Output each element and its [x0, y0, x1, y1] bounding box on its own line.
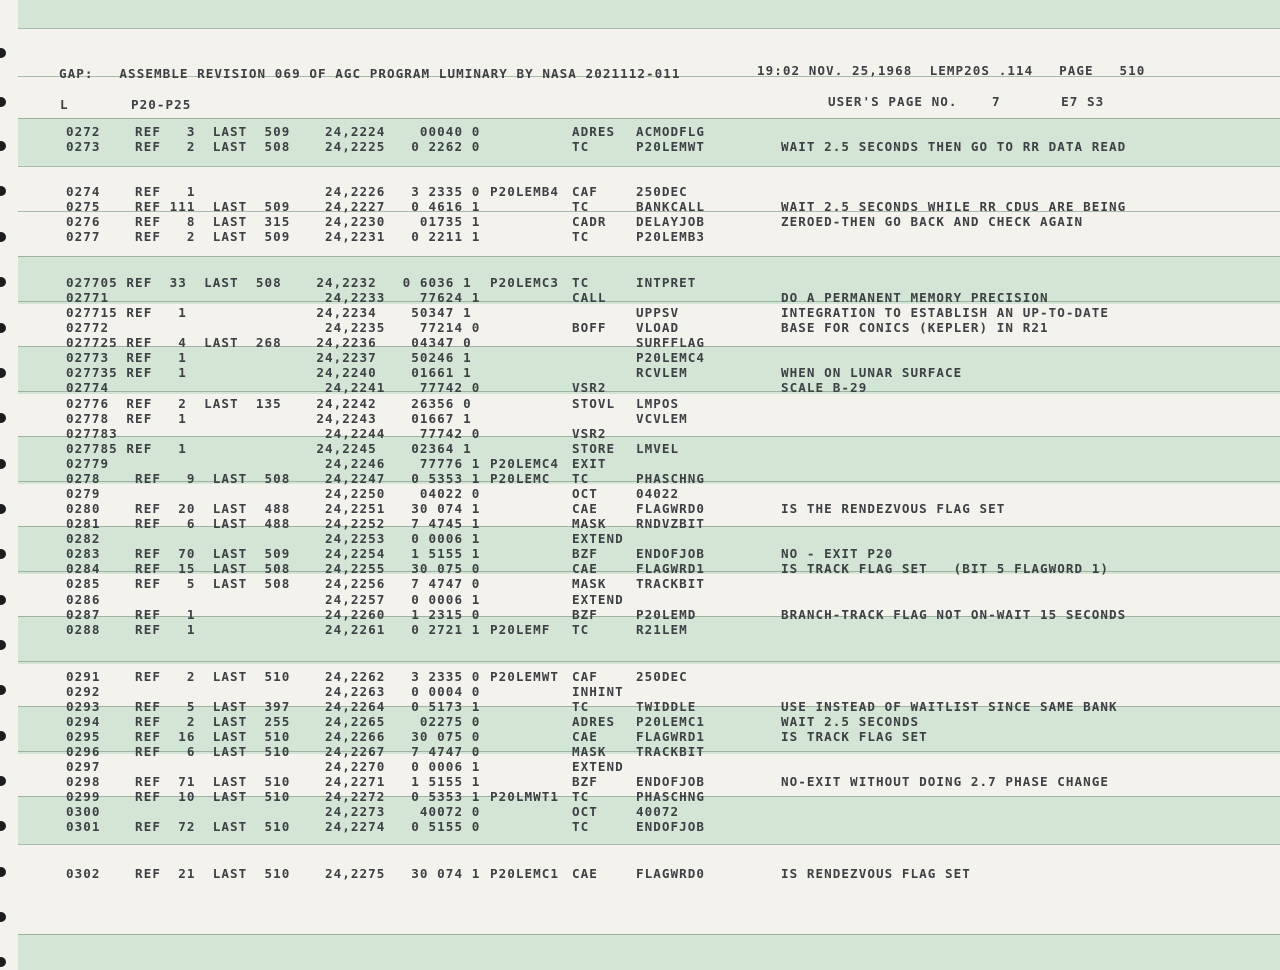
feed-hole [0, 323, 6, 333]
comment-field: BRANCH-TRACK FLAG NOT ON-WAIT 15 SECONDS [781, 607, 1127, 622]
label-field: P20LEMWT [490, 669, 560, 684]
address-field: BANKCALL [636, 199, 706, 214]
opcode-field: CAF [572, 184, 598, 199]
comment-field: WAIT 2.5 SECONDS WHILE RR CDUS ARE BEING [781, 199, 1127, 214]
address-field: VLOAD [636, 320, 680, 335]
address-field: ENDOFJOB [636, 546, 706, 561]
paper-rule [18, 934, 1280, 935]
opcode-field: OCT [572, 804, 598, 819]
feed-hole [0, 368, 6, 378]
opcode-field: STORE [572, 441, 616, 456]
address-field: VCVLEM [636, 411, 688, 426]
comment-field: NO - EXIT P20 [781, 546, 894, 561]
comment-field: IS TRACK FLAG SET [781, 729, 928, 744]
listing-type: L [60, 97, 69, 112]
comment-field: IS RENDEZVOUS FLAG SET [781, 866, 971, 881]
address-field: TRACKBIT [636, 744, 706, 759]
code-field: 027725 REF 4 LAST 268 24,2236 04347 0 [66, 335, 472, 350]
code-field: 027735 REF 1 24,2240 01661 1 [66, 365, 472, 380]
opcode-field: EXTEND [572, 531, 624, 546]
opcode-field: BZF [572, 546, 598, 561]
opcode-field: BOFF [572, 320, 607, 335]
comment-field: IS THE RENDEZVOUS FLAG SET [781, 501, 1006, 516]
opcode-field: EXTEND [572, 759, 624, 774]
opcode-field: ADRES [572, 124, 616, 139]
code-field: 0295 REF 16 LAST 510 24,2266 30 075 0 [66, 729, 481, 744]
opcode-field: MASK [572, 516, 607, 531]
feed-hole [0, 277, 6, 287]
code-field: 0299 REF 10 LAST 510 24,2272 0 5353 1 [66, 789, 481, 804]
code-field: 02779 24,2246 77776 1 [66, 456, 481, 471]
comment-field: INTEGRATION TO ESTABLISH AN UP-TO-DATE [781, 305, 1110, 320]
feed-hole [0, 549, 6, 559]
address-field: 04022 [636, 486, 680, 501]
address-field: TWIDDLE [636, 699, 697, 714]
listing-timestamp: 19:02 NOV. 25,1968 LEMP20S .114 PAGE 510 [757, 63, 1146, 78]
address-field: 250DEC [636, 669, 688, 684]
code-field: 0277 REF 2 LAST 509 24,2231 0 2211 1 [66, 229, 481, 244]
feed-hole [0, 97, 6, 107]
code-field: 0273 REF 2 LAST 508 24,2225 0 2262 0 [66, 139, 481, 154]
opcode-field: TC [572, 471, 590, 486]
code-field: 027785 REF 1 24,2245 02364 1 [66, 441, 472, 456]
address-field: FLAGWRD1 [636, 561, 706, 576]
opcode-field: BZF [572, 607, 598, 622]
comment-field: SCALE B-29 [781, 380, 868, 395]
address-field: ENDOFJOB [636, 774, 706, 789]
code-field: 02776 REF 2 LAST 135 24,2242 26356 0 [66, 396, 472, 411]
code-field: 0292 24,2263 0 0004 0 [66, 684, 481, 699]
address-field: ENDOFJOB [636, 819, 706, 834]
opcode-field: VSR2 [572, 380, 607, 395]
address-field: SURFFLAG [636, 335, 706, 350]
address-field: LMPOS [636, 396, 680, 411]
address-field: FLAGWRD0 [636, 501, 706, 516]
feed-hole [0, 957, 6, 967]
address-field: P20LEMC4 [636, 350, 706, 365]
listing-program: P20-P25 [131, 97, 192, 112]
comment-field: WAIT 2.5 SECONDS THEN GO TO RR DATA READ [781, 139, 1127, 154]
code-field: 0281 REF 6 LAST 488 24,2252 7 4745 1 [66, 516, 481, 531]
feed-hole [0, 912, 6, 922]
paper-band [18, 0, 1280, 28]
code-field: 0275 REF 111 LAST 509 24,2227 0 4616 1 [66, 199, 481, 214]
code-field: 0301 REF 72 LAST 510 24,2274 0 5155 0 [66, 819, 481, 834]
opcode-field: CAE [572, 501, 598, 516]
address-field: ACMODFLG [636, 124, 706, 139]
code-field: 027783 24,2244 77742 0 [66, 426, 481, 441]
label-field: P20LEMC3 [490, 275, 560, 290]
opcode-field: TC [572, 199, 590, 214]
feed-hole [0, 731, 6, 741]
code-field: 0279 24,2250 04022 0 [66, 486, 481, 501]
code-field: 02774 24,2241 77742 0 [66, 380, 481, 395]
address-field: 250DEC [636, 184, 688, 199]
opcode-field: MASK [572, 576, 607, 591]
code-field: 0283 REF 70 LAST 509 24,2254 1 5155 1 [66, 546, 481, 561]
code-field: 0287 REF 1 24,2260 1 2315 0 [66, 607, 481, 622]
opcode-field: TC [572, 789, 590, 804]
feed-hole [0, 48, 6, 58]
opcode-field: TC [572, 622, 590, 637]
address-field: R21LEM [636, 622, 688, 637]
address-field: FLAGWRD0 [636, 866, 706, 881]
code-field: 0297 24,2270 0 0006 1 [66, 759, 481, 774]
feed-hole [0, 186, 6, 196]
address-field: RNDVZBIT [636, 516, 706, 531]
opcode-field: VSR2 [572, 426, 607, 441]
code-field: 027705 REF 33 LAST 508 24,2232 0 6036 1 [66, 275, 472, 290]
listing-header: GAP: ASSEMBLE REVISION 069 OF AGC PROGRAM LUMINARY BY NASA 2021112-011 [59, 66, 681, 81]
address-field: LMVEL [636, 441, 680, 456]
feed-hole [0, 640, 6, 650]
code-field: 0296 REF 6 LAST 510 24,2267 7 4747 0 [66, 744, 481, 759]
opcode-field: EXTEND [572, 592, 624, 607]
code-field: 0276 REF 8 LAST 315 24,2230 01735 1 [66, 214, 481, 229]
opcode-field: OCT [572, 486, 598, 501]
listing-page-no: USER'S PAGE NO. 7 E7 S3 [828, 94, 1105, 109]
feed-hole [0, 595, 6, 605]
code-field: 0288 REF 1 24,2261 0 2721 1 [66, 622, 481, 637]
feed-hole [0, 867, 6, 877]
address-field: P20LEMD [636, 607, 697, 622]
opcode-field: CAF [572, 669, 598, 684]
opcode-field: TC [572, 139, 590, 154]
address-field: UPPSV [636, 305, 680, 320]
comment-field: WHEN ON LUNAR SURFACE [781, 365, 963, 380]
code-field: 0302 REF 21 LAST 510 24,2275 30 074 1 [66, 866, 481, 881]
address-field: DELAYJOB [636, 214, 706, 229]
opcode-field: INHINT [572, 684, 624, 699]
comment-field: ZEROED-THEN GO BACK AND CHECK AGAIN [781, 214, 1084, 229]
feed-hole [0, 141, 6, 151]
code-field: 0286 24,2257 0 0006 1 [66, 592, 481, 607]
code-field: 0291 REF 2 LAST 510 24,2262 3 2335 0 [66, 669, 481, 684]
code-field: 0284 REF 15 LAST 508 24,2255 30 075 0 [66, 561, 481, 576]
feed-hole [0, 776, 6, 786]
code-field: 0282 24,2253 0 0006 1 [66, 531, 481, 546]
code-field: 0298 REF 71 LAST 510 24,2271 1 5155 1 [66, 774, 481, 789]
address-field: INTPRET [636, 275, 697, 290]
code-field: 0272 REF 3 LAST 509 24,2224 00040 0 [66, 124, 481, 139]
code-field: 027715 REF 1 24,2234 50347 1 [66, 305, 472, 320]
address-field: P20LEMB3 [636, 229, 706, 244]
comment-field: BASE FOR CONICS (KEPLER) IN R21 [781, 320, 1049, 335]
paper-band [18, 934, 1280, 970]
paper-rule [18, 844, 1280, 845]
label-field: P20LEMC [490, 471, 551, 486]
feed-hole [0, 685, 6, 695]
code-field: 0280 REF 20 LAST 488 24,2251 30 074 1 [66, 501, 481, 516]
opcode-field: CAE [572, 561, 598, 576]
comment-field: WAIT 2.5 SECONDS [781, 714, 920, 729]
label-field: P20LEMC1 [490, 866, 560, 881]
opcode-field: TC [572, 275, 590, 290]
paper-rule [18, 256, 1280, 257]
code-field: 0274 REF 1 24,2226 3 2335 0 [66, 184, 481, 199]
code-field: 0300 24,2273 40072 0 [66, 804, 481, 819]
code-field: 02772 24,2235 77214 0 [66, 320, 481, 335]
address-field: TRACKBIT [636, 576, 706, 591]
code-field: 0285 REF 5 LAST 508 24,2256 7 4747 0 [66, 576, 481, 591]
code-field: 0293 REF 5 LAST 397 24,2264 0 5173 1 [66, 699, 481, 714]
feed-hole [0, 459, 6, 469]
opcode-field: CAE [572, 866, 598, 881]
feed-hole [0, 504, 6, 514]
opcode-field: TC [572, 229, 590, 244]
opcode-field: EXIT [572, 456, 607, 471]
opcode-field: STOVL [572, 396, 616, 411]
opcode-field: CADR [572, 214, 607, 229]
code-field: 0278 REF 9 LAST 508 24,2247 0 5353 1 [66, 471, 481, 486]
comment-field: IS TRACK FLAG SET (BIT 5 FLAGWORD 1) [781, 561, 1110, 576]
comment-field: USE INSTEAD OF WAITLIST SINCE SAME BANK [781, 699, 1118, 714]
address-field: FLAGWRD1 [636, 729, 706, 744]
opcode-field: MASK [572, 744, 607, 759]
paper-rule [18, 166, 1280, 167]
paper-rule [18, 28, 1280, 29]
address-field: 40072 [636, 804, 680, 819]
address-field: RCVLEM [636, 365, 688, 380]
code-field: 02778 REF 1 24,2243 01667 1 [66, 411, 472, 426]
opcode-field: CAE [572, 729, 598, 744]
opcode-field: TC [572, 819, 590, 834]
comment-field: DO A PERMANENT MEMORY PRECISION [781, 290, 1049, 305]
label-field: P20LEMB4 [490, 184, 560, 199]
paper-rule [18, 661, 1280, 662]
paper-rule [18, 118, 1280, 119]
address-field: PHASCHNG [636, 789, 706, 804]
address-field: P20LEMC1 [636, 714, 706, 729]
code-field: 02773 REF 1 24,2237 50246 1 [66, 350, 472, 365]
label-field: P20LEMC4 [490, 456, 560, 471]
feed-hole [0, 232, 6, 242]
address-field: P20LEMWT [636, 139, 706, 154]
label-field: P20LMWT1 [490, 789, 560, 804]
code-field: 0294 REF 2 LAST 255 24,2265 02275 0 [66, 714, 481, 729]
opcode-field: TC [572, 699, 590, 714]
opcode-field: BZF [572, 774, 598, 789]
opcode-field: CALL [572, 290, 607, 305]
code-field: 02771 24,2233 77624 1 [66, 290, 481, 305]
opcode-field: ADRES [572, 714, 616, 729]
label-field: P20LEMF [490, 622, 551, 637]
feed-hole [0, 413, 6, 423]
feed-hole [0, 821, 6, 831]
comment-field: NO-EXIT WITHOUT DOING 2.7 PHASE CHANGE [781, 774, 1110, 789]
address-field: PHASCHNG [636, 471, 706, 486]
